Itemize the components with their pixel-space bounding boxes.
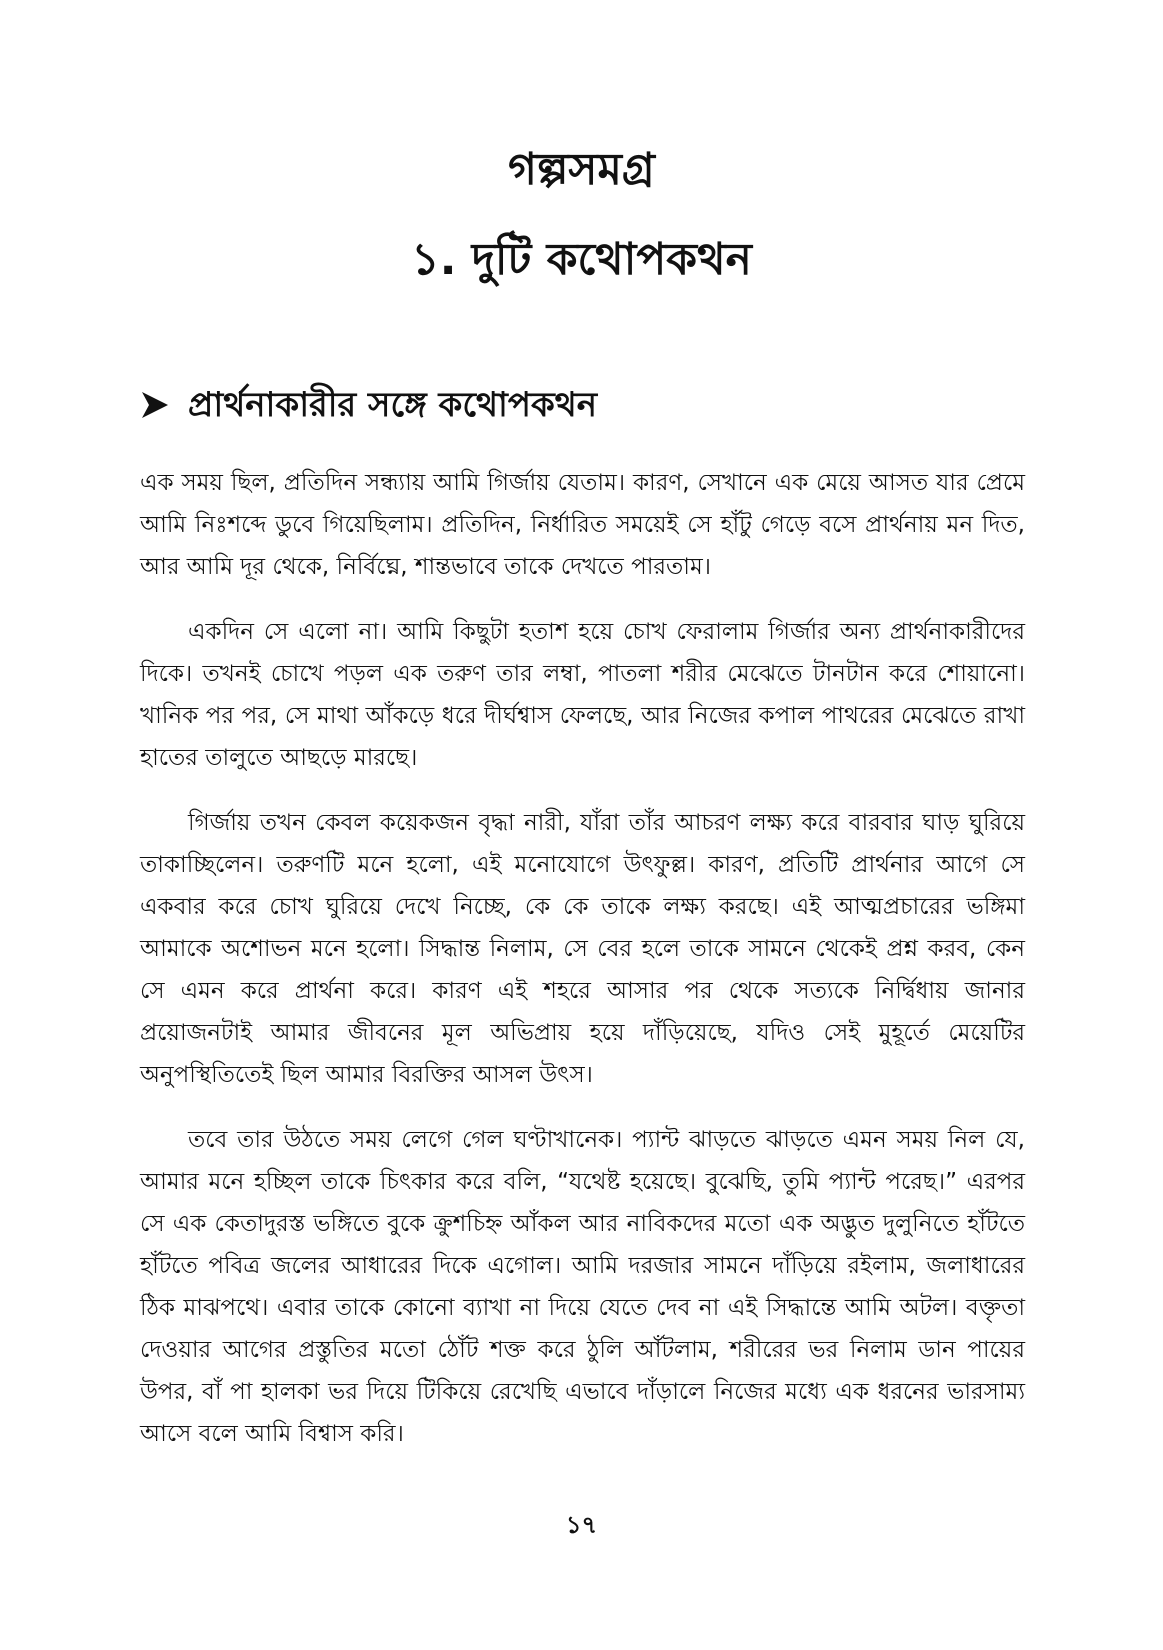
chapter-title: ১. দুটি কথোপকথন <box>411 234 752 285</box>
arrow-bullet-icon <box>140 390 170 420</box>
page-number: ১৭ <box>565 1511 598 1539</box>
section-heading-text: প্রার্থনাকারীর সঙ্গে কথোপকথন <box>188 385 598 425</box>
paragraph-4: তবে তার উঠতে সময় লেগে গেল ঘণ্টাখানেক। প্যান্ট ঝাড়তে ঝাড়তে এমন সময় নিল যে, আমার মনে হচ্ছিল তাকে চিৎকার করে বলি, “যথেষ্ট হয়েছে। বুঝেছি, তুমি প্যান্ট পরেছ।” এরপর সে এক কেতাদুরস্ত ভঙ্গিতে বুকে ক্রুশচিহ্ন আঁকল আর নাবিকদের মতো এক অদ্ভুত দুলুনিতে হাঁটতে হাঁটতে পবিত্র জলের আধারের দিকে এগোল। আমি দরজার সামনে দাঁড়িয়ে রইলাম, জলাধারের ঠিক মাঝপথে। এবার তাকে কোনো ব্যাখা না দিয়ে যেতে দেব না এই সিদ্ধান্তে আমি অটল। বক্তৃতা দেওয়ার আগের প্রস্তুতির মতো ঠোঁট শক্ত করে ঠুলি আঁটলাম, শরীরের ভর নিলাম ডান পায়ের উপর, বাঁ পা হালকা ভর দিয়ে টিকিয়ে রেখেছি এভাবে দাঁড়ালে নিজের মধ্যে এক ধরনের ভারসাম্য আসে বলে আমি বিশ্বাস করি। <box>140 1127 1025 1447</box>
body-text <box>140 462 1025 1478</box>
section-heading <box>140 380 1040 430</box>
book-title: গল্পসমগ্র <box>508 144 655 195</box>
paragraph-2: একদিন সে এলো না। আমি কিছুটা হতাশ হয়ে চোখ ফেরালাম গির্জার অন্য প্রার্থনাকারীদের দিকে। তখনই চোখে পড়ল এক তরুণ তার লম্বা, পাতলা শরীর মেঝেতে টানটান করে শোয়ানো। খানিক পর পর, সে মাথা আঁকড়ে ধরে দীর্ঘশ্বাস ফেলছে, আর নিজের কপাল পাথরের মেঝেতে রাখা হাতের তালুতে আছড়ে মারছে। <box>140 619 1025 771</box>
paragraph-3: গির্জায় তখন কেবল কয়েকজন বৃদ্ধা নারী, যাঁরা তাঁর আচরণ লক্ষ্য করে বারবার ঘাড় ঘুরিয়ে তাকাচ্ছিলেন। তরুণটি মনে হলো, এই মনোযোগে উৎফুল্ল। কারণ, প্রতিটি প্রার্থনার আগে সে একবার করে চোখ ঘুরিয়ে দেখে নিচ্ছে, কে কে তাকে লক্ষ্য করছে। এই আত্মপ্রচারের ভঙ্গিমা আমাকে অশোভন মনে হলো। সিদ্ধান্ত নিলাম, সে বের হলে তাকে সামনে থেকেই প্রশ্ন করব, কেন সে এমন করে প্রার্থনা করে। কারণ এই শহরে আসার পর থেকে সত্যকে নির্দ্বিধায় জানার প্রয়োজনটাই আমার জীবনের মূল অভিপ্রায় হয়ে দাঁড়িয়েছে, যদিও সেই মুহূর্তে মেয়েটির অনুপস্থিতিতেই ছিল আমার বিরক্তির আসল উৎস। <box>140 810 1025 1088</box>
paragraph-1: এক সময় ছিল, প্রতিদিন সন্ধ্যায় আমি গির্জায় যেতাম। কারণ, সেখানে এক মেয়ে আসত যার প্রেমে আমি নিঃশব্দে ডুবে গিয়েছিলাম। প্রতিদিন, নির্ধারিত সময়েই সে হাঁটু গেড়ে বসে প্রার্থনায় মন দিত, আর আমি দূর থেকে, নির্বিঘ্নে, শান্তভাবে তাকে দেখতে পারতাম। <box>140 470 1025 580</box>
